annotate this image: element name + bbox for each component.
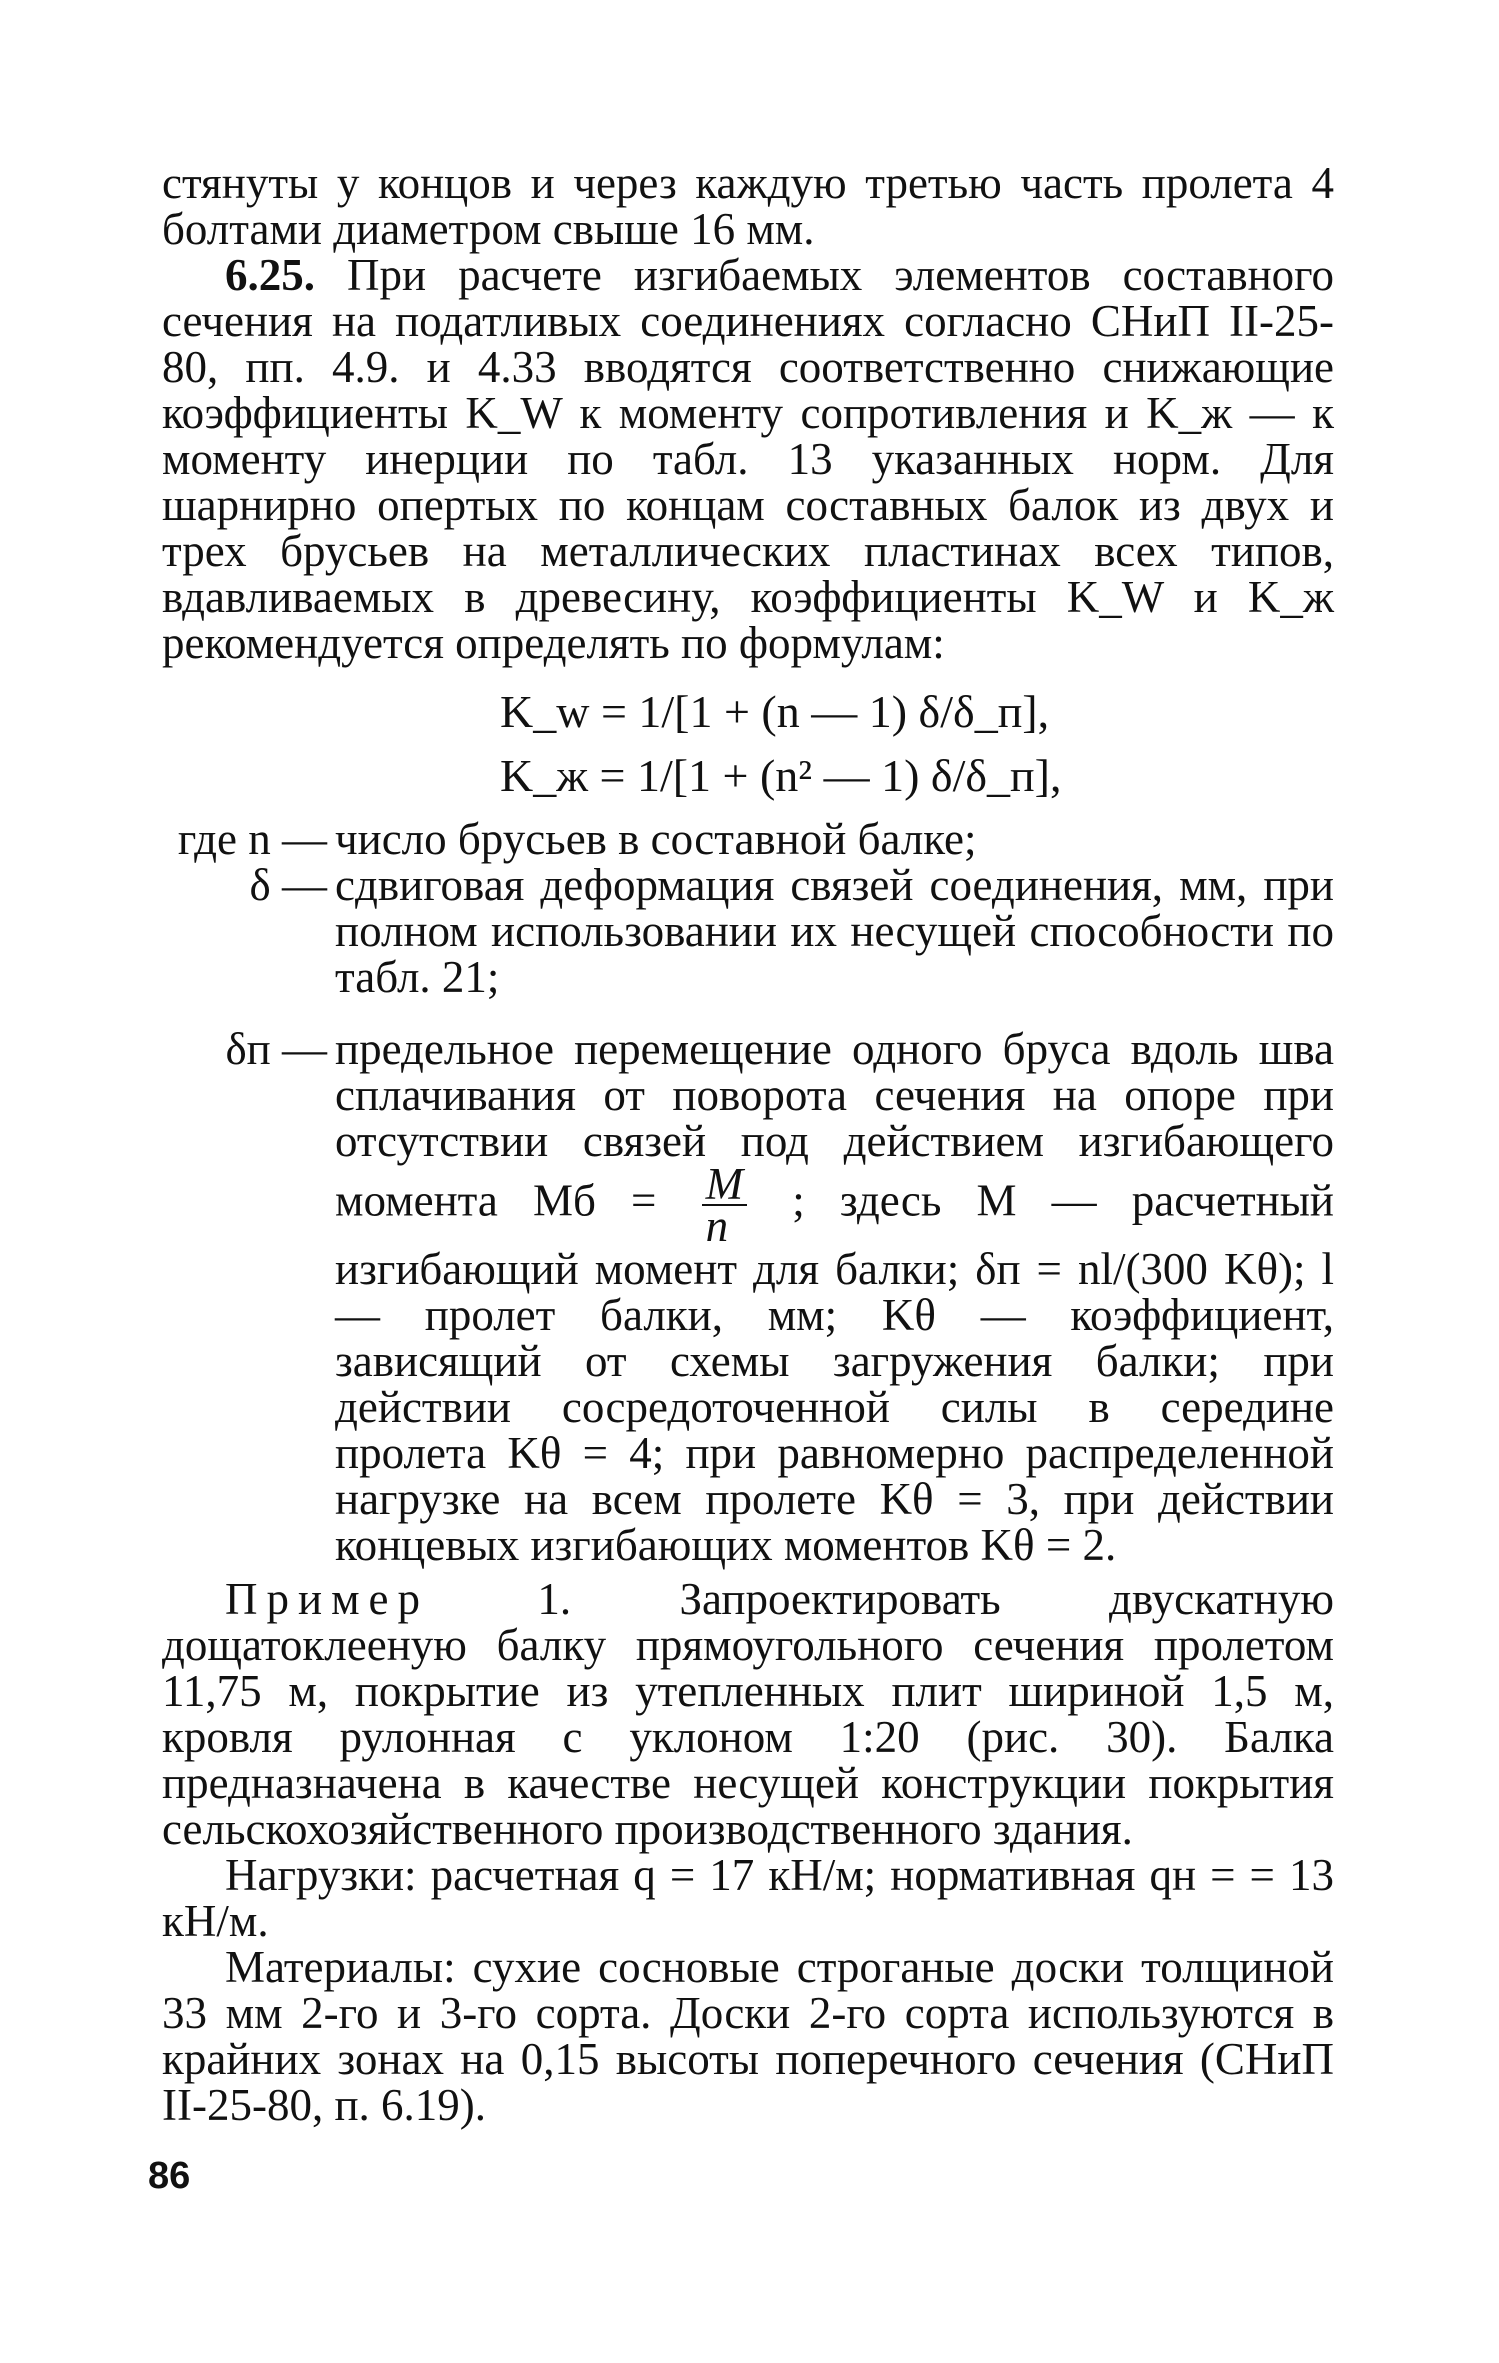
symbol-n: n — <box>248 814 327 864</box>
definition-delta-p-text <box>335 1026 1334 1568</box>
section-number: 6.25. <box>225 250 315 300</box>
fraction-m-over-n <box>702 1159 748 1251</box>
spacer <box>162 1000 1334 1026</box>
fraction-denominator: n <box>705 1201 729 1251</box>
example-text: 1. Запроектировать двускатную дощатоклееную балку прямоугольного сечения пролетом 11,75 м, покрытие из утепленных плит шириной 1,5 м, кровля рулонная с уклоном 1:20 (рис. 30). Балка предназначена в качестве несущей конструкции покрытия сельскохозяйственного производственного здания. <box>162 1574 1334 1854</box>
section-text: При расчете изгибаемых элементов составного сечения на податливых соединениях согласно СНиП II-25-80, пп. 4.9. и 4.33 вводятся соответственно снижающие коэффициенты K_W к моменту сопротивления и K_ж — к моменту инерции по табл. 13 указанных норм. Для шарнирно опертых по концам составных балок из двух и трех брусьев на металлических пластинах всех типов, вдавливаемых в древесину, коэффициенты K_W и K_ж рекомендуется определять по формулам: <box>162 250 1334 668</box>
definition-n-symbol <box>162 816 335 862</box>
materials-paragraph: Материалы: сухие сосновые строганые доски толщиной 33 мм 2-го и 3-го сорта. Доски 2-го сорта используются в крайних зонах на 0,15 высоты поперечного сечения (СНиП II-25-80, п. 6.19). <box>162 1942 1334 2130</box>
definition-delta-text: сдвиговая деформация связей соединения, мм, при полном использовании их несущей способности по табл. 21; <box>335 860 1334 1002</box>
continuation-paragraph: стянуты у концов и через каждую третью часть пролета 4 болтами диаметром свыше 16 мм. <box>162 158 1334 254</box>
page-number: 86 <box>148 2155 191 2197</box>
definition-n-text: число брусьев в составной балке; <box>335 814 977 864</box>
definition-delta-p-symbol: δп — <box>225 1024 327 1074</box>
definition-delta-p <box>162 1026 1334 1568</box>
delta-p-text-part-1: предельное перемещение одного бруса вдоль шва сплачивания от поворота сечения на опоре при отсутствии связей под действием изгибающего момента <box>335 1024 1334 1226</box>
fraction-numerator: M <box>702 1164 748 1206</box>
formula-kzh: K_ж = 1/[1 + (n² — 1) δ/δ_п], <box>500 750 1062 801</box>
moment-mb: Mб = <box>533 1175 657 1226</box>
example-label: Пример <box>225 1574 430 1624</box>
delta-p-text-part-2: ; здесь M — расчетный изгибающий момент для балки; δп = nl/(300 Kθ); l — пролет балки, мм; Kθ — коэффициент, зависящий от схемы загружения балки; при действии сосредоточенной силы в середине пролета Kθ = 4; при равномерно распределенной нагрузке на всем пролете Kθ = 3, при действии концевых изгибающих моментов Kθ = 2. <box>335 1175 1335 1570</box>
formula-kw: K_w = 1/[1 + (n — 1) δ/δ_п], <box>500 686 1050 737</box>
loads-paragraph: Нагрузки: расчетная q = 17 кН/м; нормативная qн = = 13 кН/м. <box>162 1850 1334 1946</box>
page-body <box>162 160 1334 2128</box>
definition-n <box>162 816 1334 862</box>
definition-delta <box>162 862 1334 1000</box>
example-paragraph <box>162 1576 1334 1852</box>
definitions-list <box>162 816 1334 1568</box>
definition-delta-symbol: δ — <box>249 860 327 910</box>
definition-lead: где <box>177 814 237 864</box>
section-6-25-paragraph <box>162 252 1334 666</box>
